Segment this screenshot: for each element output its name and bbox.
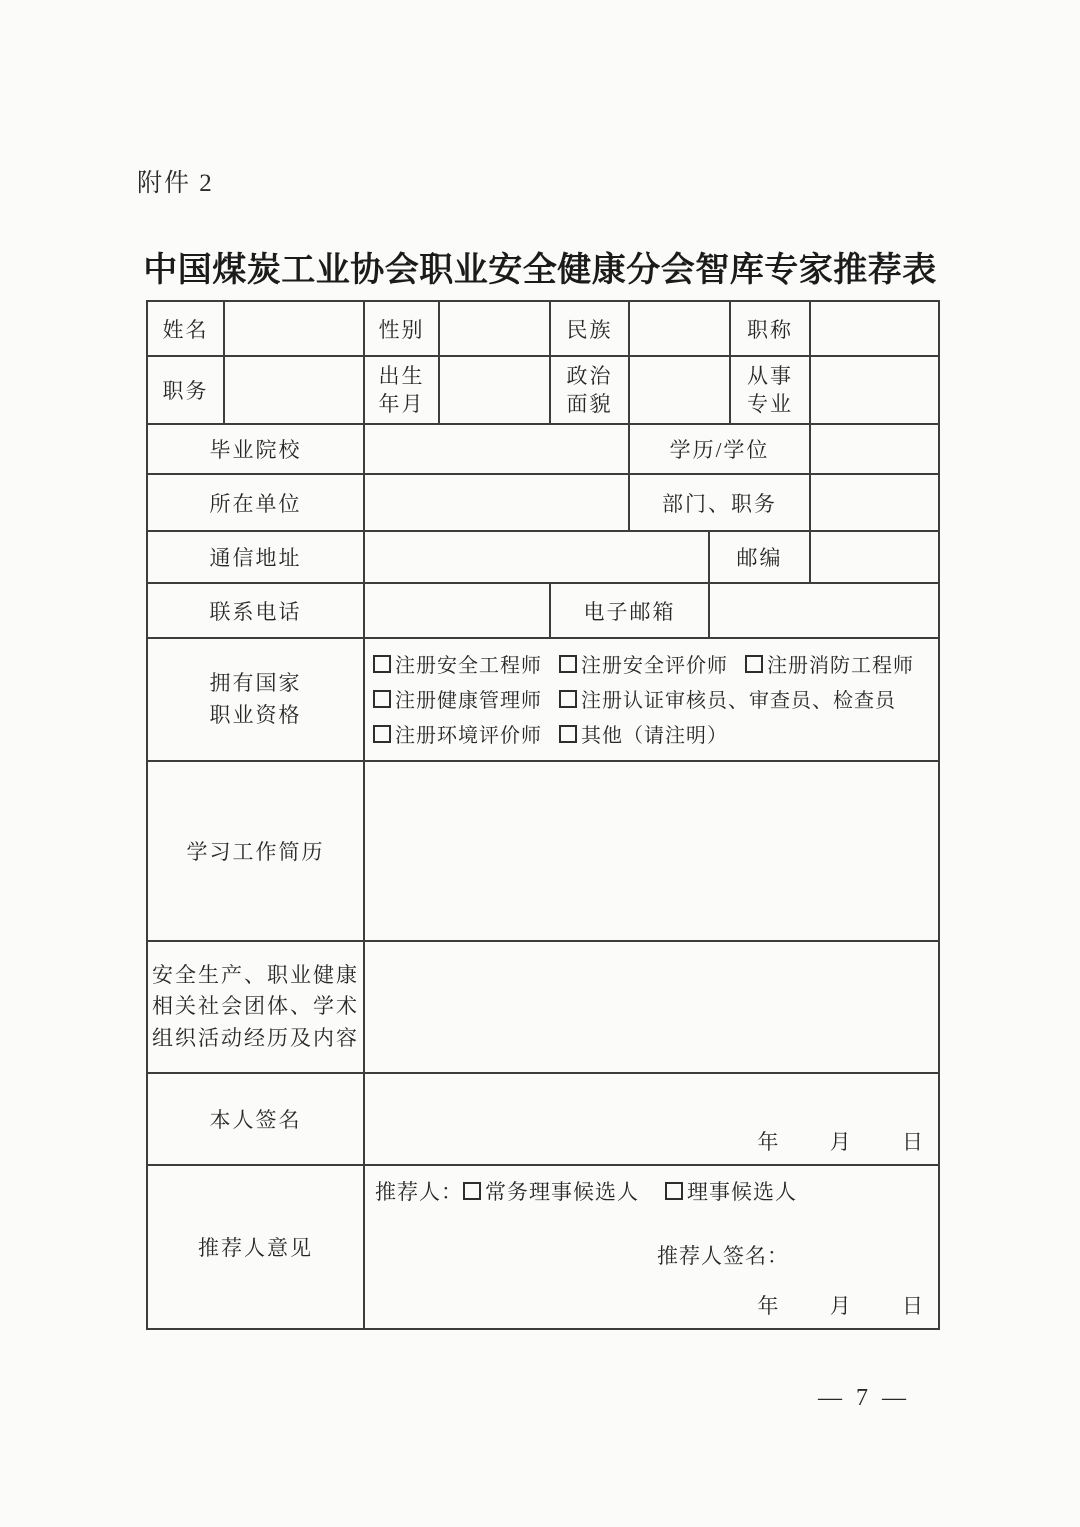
political-status-label: 政治 面貌	[550, 356, 629, 424]
mailing-address-field[interactable]	[364, 531, 709, 583]
qualification-option: 其他（请注明）	[559, 719, 728, 748]
activities-field[interactable]	[364, 941, 939, 1073]
checkbox-registered-environment-assessor[interactable]	[373, 725, 391, 743]
recommender-option: 常务理事候选人	[463, 1176, 639, 1206]
recommendation-field[interactable]	[364, 1165, 939, 1329]
row-basic-2	[147, 356, 939, 424]
recommender-type-line	[375, 1176, 823, 1206]
page-number: — 7 —	[818, 1385, 910, 1411]
qualification-line-1	[373, 649, 934, 678]
checkbox-other-qualification[interactable]	[559, 725, 577, 743]
row-education	[147, 424, 939, 474]
profession-field[interactable]	[810, 356, 939, 424]
department-field[interactable]	[810, 474, 939, 531]
row-resume	[147, 761, 939, 941]
qualification-line-2	[373, 684, 934, 713]
row-signature	[147, 1073, 939, 1165]
position-label: 职务	[147, 356, 224, 424]
ethnicity-field[interactable]	[629, 301, 730, 356]
qualification-option: 注册安全工程师	[373, 649, 542, 678]
qualifications-label: 拥有国家 职业资格	[147, 638, 364, 761]
row-employer	[147, 474, 939, 531]
phone-field[interactable]	[364, 583, 550, 638]
recommender-prefix: 推荐人：	[375, 1180, 463, 1204]
row-address	[147, 531, 939, 583]
checkbox-registered-health-manager[interactable]	[373, 690, 391, 708]
professional-title-field[interactable]	[810, 301, 939, 356]
qualification-option: 注册消防工程师	[745, 649, 914, 678]
degree-field[interactable]	[810, 424, 939, 474]
row-qualifications	[147, 638, 939, 761]
activities-label: 安全生产、职业健康 相关社会团体、学术 组织活动经历及内容	[147, 941, 364, 1073]
resume-label: 学习工作简历	[147, 761, 364, 941]
checkbox-director-candidate[interactable]	[665, 1182, 683, 1200]
checkbox-registered-safety-engineer[interactable]	[373, 655, 391, 673]
signature-date-line: 年 月 日	[757, 1130, 924, 1154]
birth-date-label: 出生 年月	[364, 356, 439, 424]
gender-label: 性别	[364, 301, 439, 356]
attachment-label: 附件 2	[137, 170, 214, 197]
professional-title-label: 职称	[730, 301, 810, 356]
qualification-option: 注册健康管理师	[373, 684, 542, 713]
recommender-signature-label: 推荐人签名：	[657, 1244, 789, 1268]
personal-signature-field[interactable]	[364, 1073, 939, 1165]
recommendation-label: 推荐人意见	[147, 1165, 364, 1329]
row-contact	[147, 583, 939, 638]
organization-field[interactable]	[364, 474, 629, 531]
email-field[interactable]	[709, 583, 939, 638]
birth-date-field[interactable]	[439, 356, 550, 424]
qualification-line-3	[373, 719, 934, 748]
row-basic-1	[147, 301, 939, 356]
checkbox-registered-safety-assessor[interactable]	[559, 655, 577, 673]
recommendation-date-line: 年 月 日	[757, 1294, 924, 1318]
recommender-option: 理事候选人	[665, 1176, 797, 1206]
political-status-field[interactable]	[629, 356, 730, 424]
row-recommendation	[147, 1165, 939, 1329]
email-label: 电子邮箱	[550, 583, 709, 638]
mailing-address-label: 通信地址	[147, 531, 364, 583]
ethnicity-label: 民族	[550, 301, 629, 356]
degree-label: 学历/学位	[629, 424, 810, 474]
school-label: 毕业院校	[147, 424, 364, 474]
qualifications-options	[364, 638, 939, 761]
name-label: 姓名	[147, 301, 224, 356]
qualification-option: 注册认证审核员、审查员、检查员	[559, 684, 896, 713]
qualification-option: 注册安全评价师	[559, 649, 728, 678]
personal-signature-label: 本人签名	[147, 1073, 364, 1165]
school-field[interactable]	[364, 424, 629, 474]
form-title: 中国煤炭工业协会职业安全健康分会智库专家推荐表	[143, 252, 937, 289]
postcode-label: 邮编	[709, 531, 810, 583]
postcode-field[interactable]	[810, 531, 939, 583]
expert-recommendation-table	[146, 300, 940, 1330]
resume-field[interactable]	[364, 761, 939, 941]
checkbox-registered-certification-auditor[interactable]	[559, 690, 577, 708]
phone-label: 联系电话	[147, 583, 364, 638]
gender-field[interactable]	[439, 301, 550, 356]
row-activities	[147, 941, 939, 1073]
qualification-option: 注册环境评价师	[373, 719, 542, 748]
organization-label: 所在单位	[147, 474, 364, 531]
department-label: 部门、职务	[629, 474, 810, 531]
checkbox-executive-director-candidate[interactable]	[463, 1182, 481, 1200]
position-field[interactable]	[224, 356, 364, 424]
checkbox-registered-fire-engineer[interactable]	[745, 655, 763, 673]
profession-label: 从事 专业	[730, 356, 810, 424]
name-field[interactable]	[224, 301, 364, 356]
